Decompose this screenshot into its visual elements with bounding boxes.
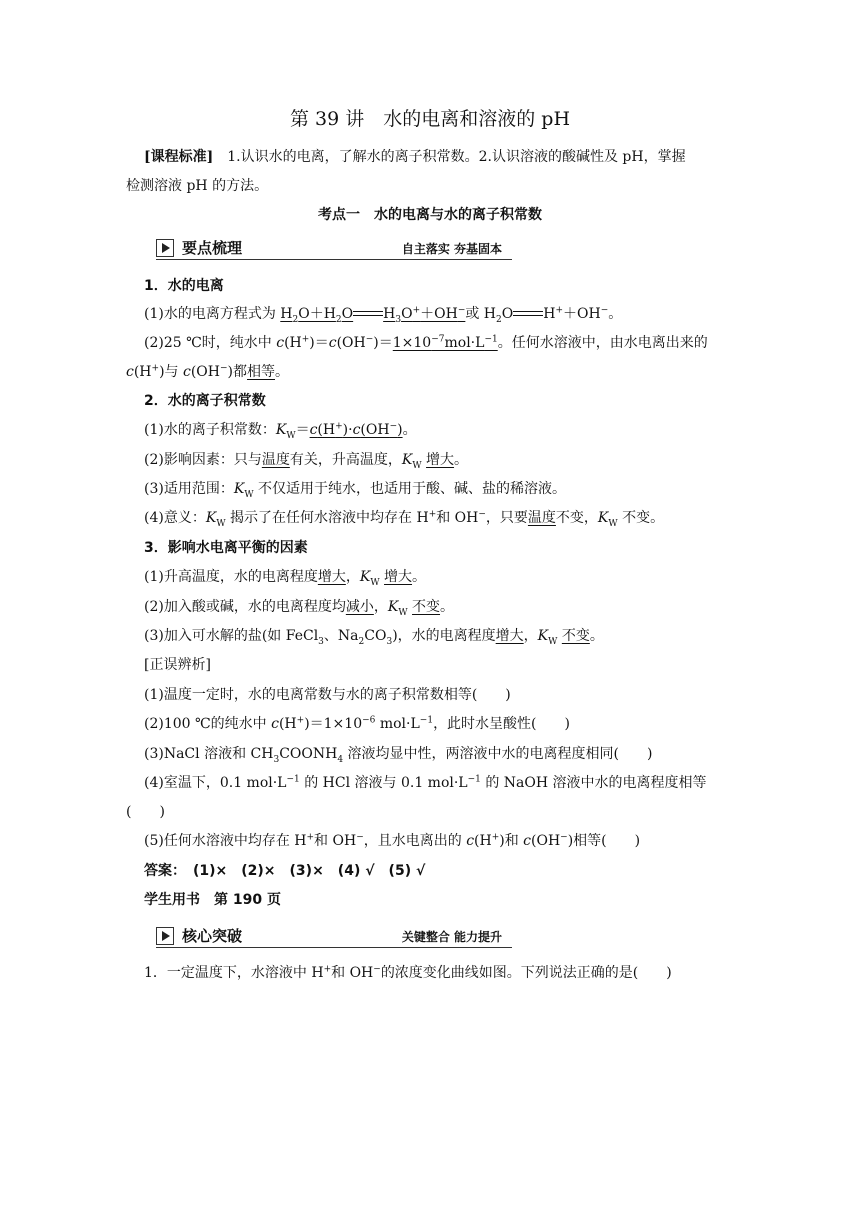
factor-acid-base: (2)加入酸或碱，水的电离程度均减小，$K_W$ 不变。 <box>144 599 455 618</box>
ionization-equation: (1)水的电离方程式为 $H_2O+H_2O$ $H_3O^++OH^-$或 $H_2O$ H+＋OH−。 <box>144 305 623 325</box>
play-icon <box>156 927 174 945</box>
factor-temperature: (1)升高温度，水的电离程度增大，$K_W$ 增大。 <box>144 569 427 588</box>
subsection-3-title: 3．影响水电离平衡的因素 <box>144 540 308 556</box>
tf-item-3: (3)NaCl 溶液和 $CH_3COONH_4$ 溶液均显中性，两溶液中水的电离程度相同( ) <box>144 746 653 765</box>
tf-item-4-line2: ( ) <box>126 804 165 820</box>
point-title: 考点一 水的电离与水的离子积常数 <box>318 207 542 223</box>
tf-item-2: (2)100 ℃的纯水中 $c(H^+)=1\times 10^{-6}$ $mol\cdot L^{-1}$，此时水呈酸性( ) <box>144 715 570 732</box>
true-false-heading: [正误辨析] <box>144 657 211 673</box>
course-standard-tag: [课程标准] <box>144 149 214 165</box>
section-slogan: 关键整合 能力提升 <box>401 930 502 944</box>
pure-water-conc-line1: (2)25 ℃时，纯水中 $c(H^+)=c(OH^-)=1\times 10^{-7}mol\cdot L^{-1}$。任何水溶液中，由水电离出来的 <box>144 334 708 351</box>
page-reference: 学生用书 第 190 页 <box>144 892 281 908</box>
course-standard-line1: [课程标准] 1.认识水的电离，了解水的离子积常数。2.认识溶液的酸碱性及 pH，掌握 <box>144 149 686 165</box>
play-icon <box>156 239 174 257</box>
section-bar-core-breakthrough <box>156 925 512 948</box>
kw-factors: (2)影响因素：只与温度有关，升高温度，$K_W$ 增大。 <box>144 452 469 471</box>
factor-salt: (3)加入可水解的盐(如 FeCl$_3$、$Na_2CO_3$)，水的电离程度增大，$K_W$ 不变。 <box>144 628 604 647</box>
tf-item-4-line1: (4)室温下，0.1 $mol\cdot L^{-1}$ 的 HCl 溶液与 0.1 $mol\cdot L^{-1}$ 的 NaOH 溶液中水的电离程度相等 <box>144 774 707 791</box>
section-heading: 核心突破 <box>182 927 243 945</box>
section-heading: 要点梳理 <box>182 239 243 257</box>
subsection-1-title: 1．水的电离 <box>144 278 224 294</box>
answer-line: 答案： (1)× (2)× (3)× (4) √ (5) √ <box>144 863 426 879</box>
kw-scope: (3)适用范围：$K_W$ 不仅适用于纯水，也适用于酸、碱、盐的稀溶液。 <box>144 481 567 500</box>
tf-item-5: (5)任何水溶液中均存在 H+和 OH−，且水电离出的 c(H+)和 c(OH−)相等( ) <box>144 832 641 849</box>
section-slogan: 自主落实 夯基固本 <box>401 242 502 256</box>
page-title: 第 39 讲 水的电离和溶液的 pH <box>289 108 571 130</box>
section-bar-key-points <box>156 237 512 260</box>
question-1: 1．一定温度下，水溶液中 H+和 OH−的浓度变化曲线如图。下列说法正确的是( ) <box>144 964 672 981</box>
subsection-2-title: 2．水的离子积常数 <box>144 393 266 409</box>
tf-item-1: (1)温度一定时，水的电离常数与水的离子积常数相等( ) <box>144 687 511 703</box>
kw-meaning: (4)意义：$K_W$ 揭示了在任何水溶液中均存在 H+和 OH−，只要温度不变，$K_W$ 不变。 <box>144 509 665 529</box>
course-standard-line2: 检测溶液 pH 的方法。 <box>126 178 269 194</box>
pure-water-conc-line2: c(H+)与 c(OH−)都相等。 <box>126 363 289 380</box>
kw-definition: (1)水的离子积常数：$K_W=c(H^+)\cdot c(OH^-)$。 <box>144 421 417 441</box>
